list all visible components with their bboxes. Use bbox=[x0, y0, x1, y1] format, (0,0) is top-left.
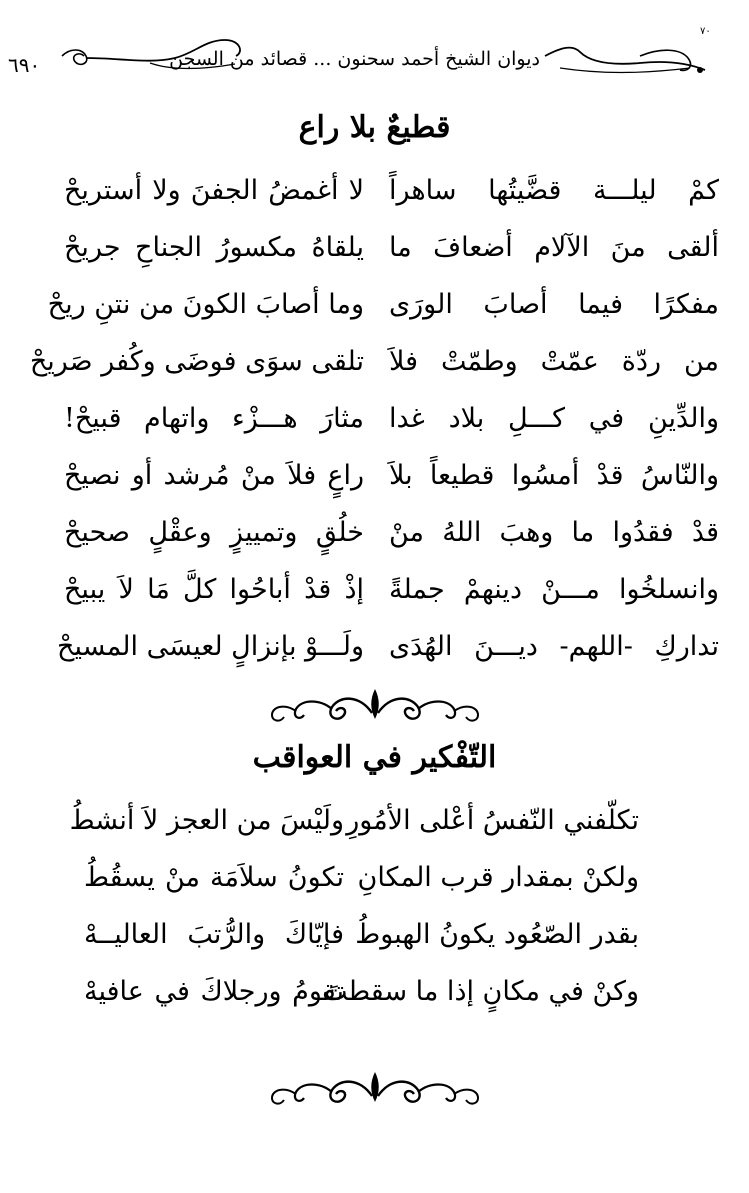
verse-first-hemistich: قدْ فقدُوا ما وهبَ اللهُ منْ bbox=[389, 517, 719, 548]
verse-first-hemistich: ولكنْ بمقدار قرب المكانِ bbox=[357, 862, 639, 893]
verse-second-hemistich: ولَـــوْ بإنزالٍ لعيسَى المسيحْ bbox=[57, 631, 364, 662]
verse-first-hemistich: مفكرًا فيما أصابَ الورَى bbox=[389, 289, 719, 320]
verse-first-hemistich: تكلّفني النّفسُ أعْلى الأمُورِ bbox=[346, 805, 639, 836]
verse-row bbox=[0, 460, 749, 510]
verse-second-hemistich: راعٍ فلاَ منْ مُرشد أو نصيحْ bbox=[64, 460, 364, 491]
floral-divider-icon bbox=[260, 1068, 490, 1108]
verse-row bbox=[0, 346, 749, 396]
verse-row bbox=[0, 919, 749, 969]
verse-second-hemistich: فإيّاكَ والرُّتبَ العاليــهْ bbox=[84, 919, 344, 950]
verse-row bbox=[0, 232, 749, 282]
verse-first-hemistich: تداركِ -اللهم- ديـــنَ الهُدَى bbox=[389, 631, 719, 662]
verse-second-hemistich: إذْ قدْ أباحُوا كلَّ مَا لاَ يبيحْ bbox=[64, 574, 364, 605]
verse-first-hemistich: ألقى منَ الآلام أضعافَ ما bbox=[389, 232, 719, 263]
page-number: ٦٩٠ bbox=[8, 53, 41, 77]
verse-first-hemistich: والدِّينِ في كـــلِ بلاد غدا bbox=[389, 403, 719, 434]
verse-second-hemistich: مثارَ هـــزْء واتهام قبيحْ! bbox=[64, 403, 364, 434]
poem-title-1: قطيعٌ بلا راع bbox=[298, 110, 451, 145]
verse-row bbox=[0, 574, 749, 624]
verse-second-hemistich: ولَيْسَ من العجز لاَ أنشطُ bbox=[69, 805, 344, 836]
running-header-title: ديوان الشيخ أحمد سحنون ... قصائد من السجن bbox=[169, 48, 540, 70]
page-header bbox=[0, 18, 749, 88]
verse-first-hemistich: وكنْ في مكانٍ إذا ما سقطتَ bbox=[322, 976, 639, 1007]
verse-row bbox=[0, 175, 749, 225]
poem-title-2: التّفْكير في العواقب bbox=[252, 740, 497, 775]
verse-second-hemistich: خلُقٍ وتمييزٍ وعقْلٍ صحيحْ bbox=[64, 517, 364, 548]
floral-divider-icon bbox=[260, 685, 490, 725]
verse-row bbox=[0, 862, 749, 912]
verse-second-hemistich: تلقى سوَى فوضَى وكُفر صَريحْ bbox=[29, 346, 364, 377]
verse-second-hemistich: وما أصابَ الكونَ من نتنِ ريحْ bbox=[47, 289, 364, 320]
verse-row bbox=[0, 403, 749, 453]
verse-row bbox=[0, 976, 749, 1026]
verse-row bbox=[0, 289, 749, 339]
verse-row bbox=[0, 517, 749, 567]
verse-row bbox=[0, 805, 749, 855]
verse-second-hemistich: لا أغمضُ الجفنَ ولا أستريحْ bbox=[64, 175, 364, 206]
verse-first-hemistich: بقدر الصّعُود يكونُ الهبوطُ bbox=[355, 919, 639, 950]
verse-first-hemistich: والنّاسُ قدْ أمسُوا قطيعاً بلاَ bbox=[389, 460, 719, 491]
verse-row bbox=[0, 631, 749, 681]
verse-second-hemistich: يلقاهُ مكسورُ الجناحِ جريحْ bbox=[64, 232, 364, 263]
corner-mark: ٧٠ bbox=[700, 26, 711, 37]
verse-first-hemistich: وانسلخُوا مـــنْ دينهمْ جملةً bbox=[389, 574, 719, 605]
verse-first-hemistich: من ردّة عمّتْ وطمّتْ فلاَ bbox=[389, 346, 719, 377]
verse-first-hemistich: كمْ ليلـــة قضَّيتُها ساهراً bbox=[389, 175, 719, 206]
verse-second-hemistich: تكونُ سلاَمَة منْ يسقُطُ bbox=[84, 862, 344, 893]
verse-second-hemistich: تقومُ ورجلاكَ في عافيهْ bbox=[84, 976, 344, 1007]
